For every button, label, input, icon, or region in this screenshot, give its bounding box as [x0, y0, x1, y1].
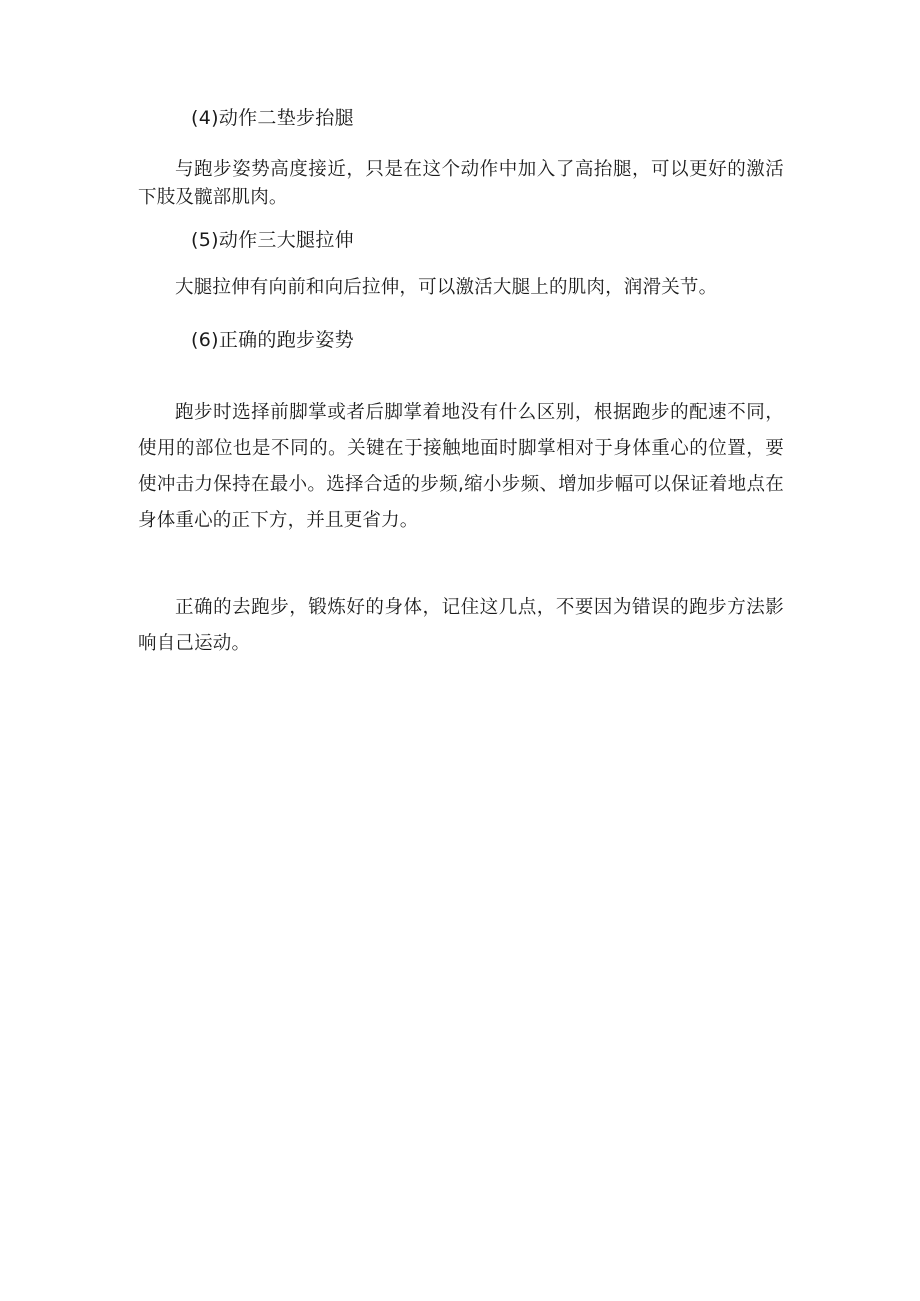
paragraph-running-posture: 跑步时选择前脚掌或者后脚掌着地没有什么区别，根据跑步的配速不同，使用的部位也是不同的。关键在于接触地面时脚掌相对于身体重心的位置，要使冲击力保持在最小。选择合适的步频,缩小步频、增加步幅可以保证着地点在身体重心的正下方，并且更省力。 — [138, 402, 784, 531]
paragraph-conclusion: 正确的去跑步，锻炼好的身体，记住这几点，不要因为错误的跑步方法影响自己运动。 — [138, 597, 784, 654]
section-heading-4: (4)动作二垫步抬腿 — [191, 107, 354, 129]
paragraph-high-knee: 与跑步姿势高度接近，只是在这个动作中加入了高抬腿，可以更好的激活下肢及髋部肌肉。 — [138, 159, 784, 208]
section-heading-5: (5)动作三大腿拉伸 — [191, 229, 354, 251]
paragraph-thigh-stretch: 大腿拉伸有向前和向后拉伸，可以激活大腿上的肌肉，润滑关节。 — [175, 277, 718, 298]
section-heading-6: (6)正确的跑步姿势 — [191, 329, 354, 351]
